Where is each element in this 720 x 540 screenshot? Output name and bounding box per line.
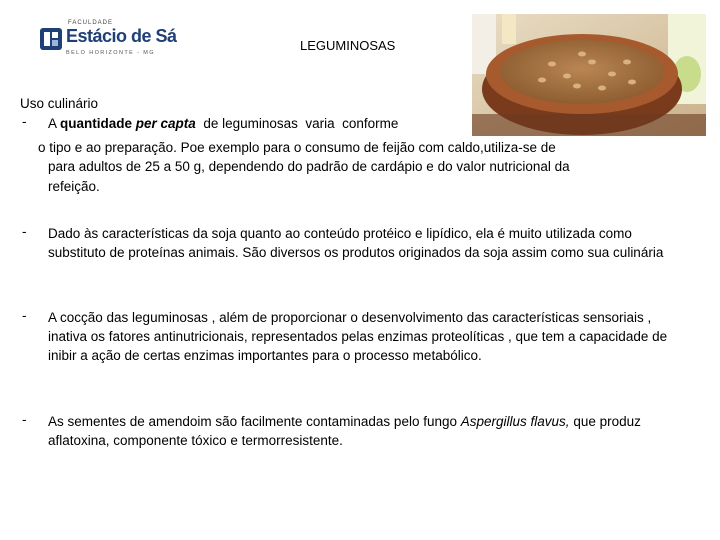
- bullet-1-bold-italic: per capta: [135, 116, 196, 131]
- bullet-marker: -: [22, 412, 27, 427]
- bullet-4-italic: Aspergillus flavus,: [460, 414, 570, 429]
- estacio-de-sa-logo: [36, 18, 176, 66]
- bullet-4-text-post: que produz aflatoxina, componente tóxico e termorresistente.: [48, 414, 641, 448]
- bullet-1-text-pre: A: [48, 116, 61, 131]
- bullet-2-text: Dado às características da soja quanto ao conteúdo protéico e lipídico, ela é muito utilizada como substituto de proteínas animais. São diversos os produtos originados da soja assim como sua culinária: [48, 226, 664, 260]
- page-title: LEGUMINOSAS: [300, 38, 396, 53]
- logo-name-text: Estácio de Sá: [66, 26, 177, 46]
- subtitle: Uso culinário: [20, 96, 99, 111]
- bullet-3-text: A cocção das leguminosas , além de proporcionar o desenvolvimento das características sensoriais , inativa os fatores antinutricionais, representados pelas enzimas proteolíticas , que tem a capacidade de inibir a ação de certas enzimas importantes para o processo metabólico.: [48, 310, 668, 363]
- bullet-marker: -: [22, 114, 27, 129]
- bullet-4-text: [48, 412, 688, 450]
- bean-soup-photo: [472, 14, 706, 136]
- bullet-marker: -: [22, 308, 27, 323]
- bullet-1-line-4: refeição.: [48, 179, 100, 194]
- bullet-1-bold: quantidade: [60, 116, 136, 131]
- bullet-1-text-post: de leguminosas varia conforme: [195, 116, 399, 131]
- bullet-4-text-pre: As sementes de amendoim são facilmente contaminadas pelo fungo: [48, 414, 461, 429]
- bullet-1-line-3: para adultos de 25 a 50 g, dependendo do padrão de cardápio e do valor nutricional da: [48, 159, 570, 174]
- bullet-marker: -: [22, 224, 27, 239]
- estacio-logo-mark-icon: [40, 28, 62, 50]
- logo-city-text: BELO HORIZONTE - MG: [66, 50, 155, 56]
- bean-soup-bowl-image: [472, 14, 706, 136]
- logo-faculdade-text: FACULDADE: [68, 20, 114, 26]
- bullet-1-line-1: [48, 114, 398, 133]
- bullet-1-line-2: o tipo e ao preparação. Poe exemplo para o consumo de feijão com caldo,utiliza-se de: [38, 140, 556, 155]
